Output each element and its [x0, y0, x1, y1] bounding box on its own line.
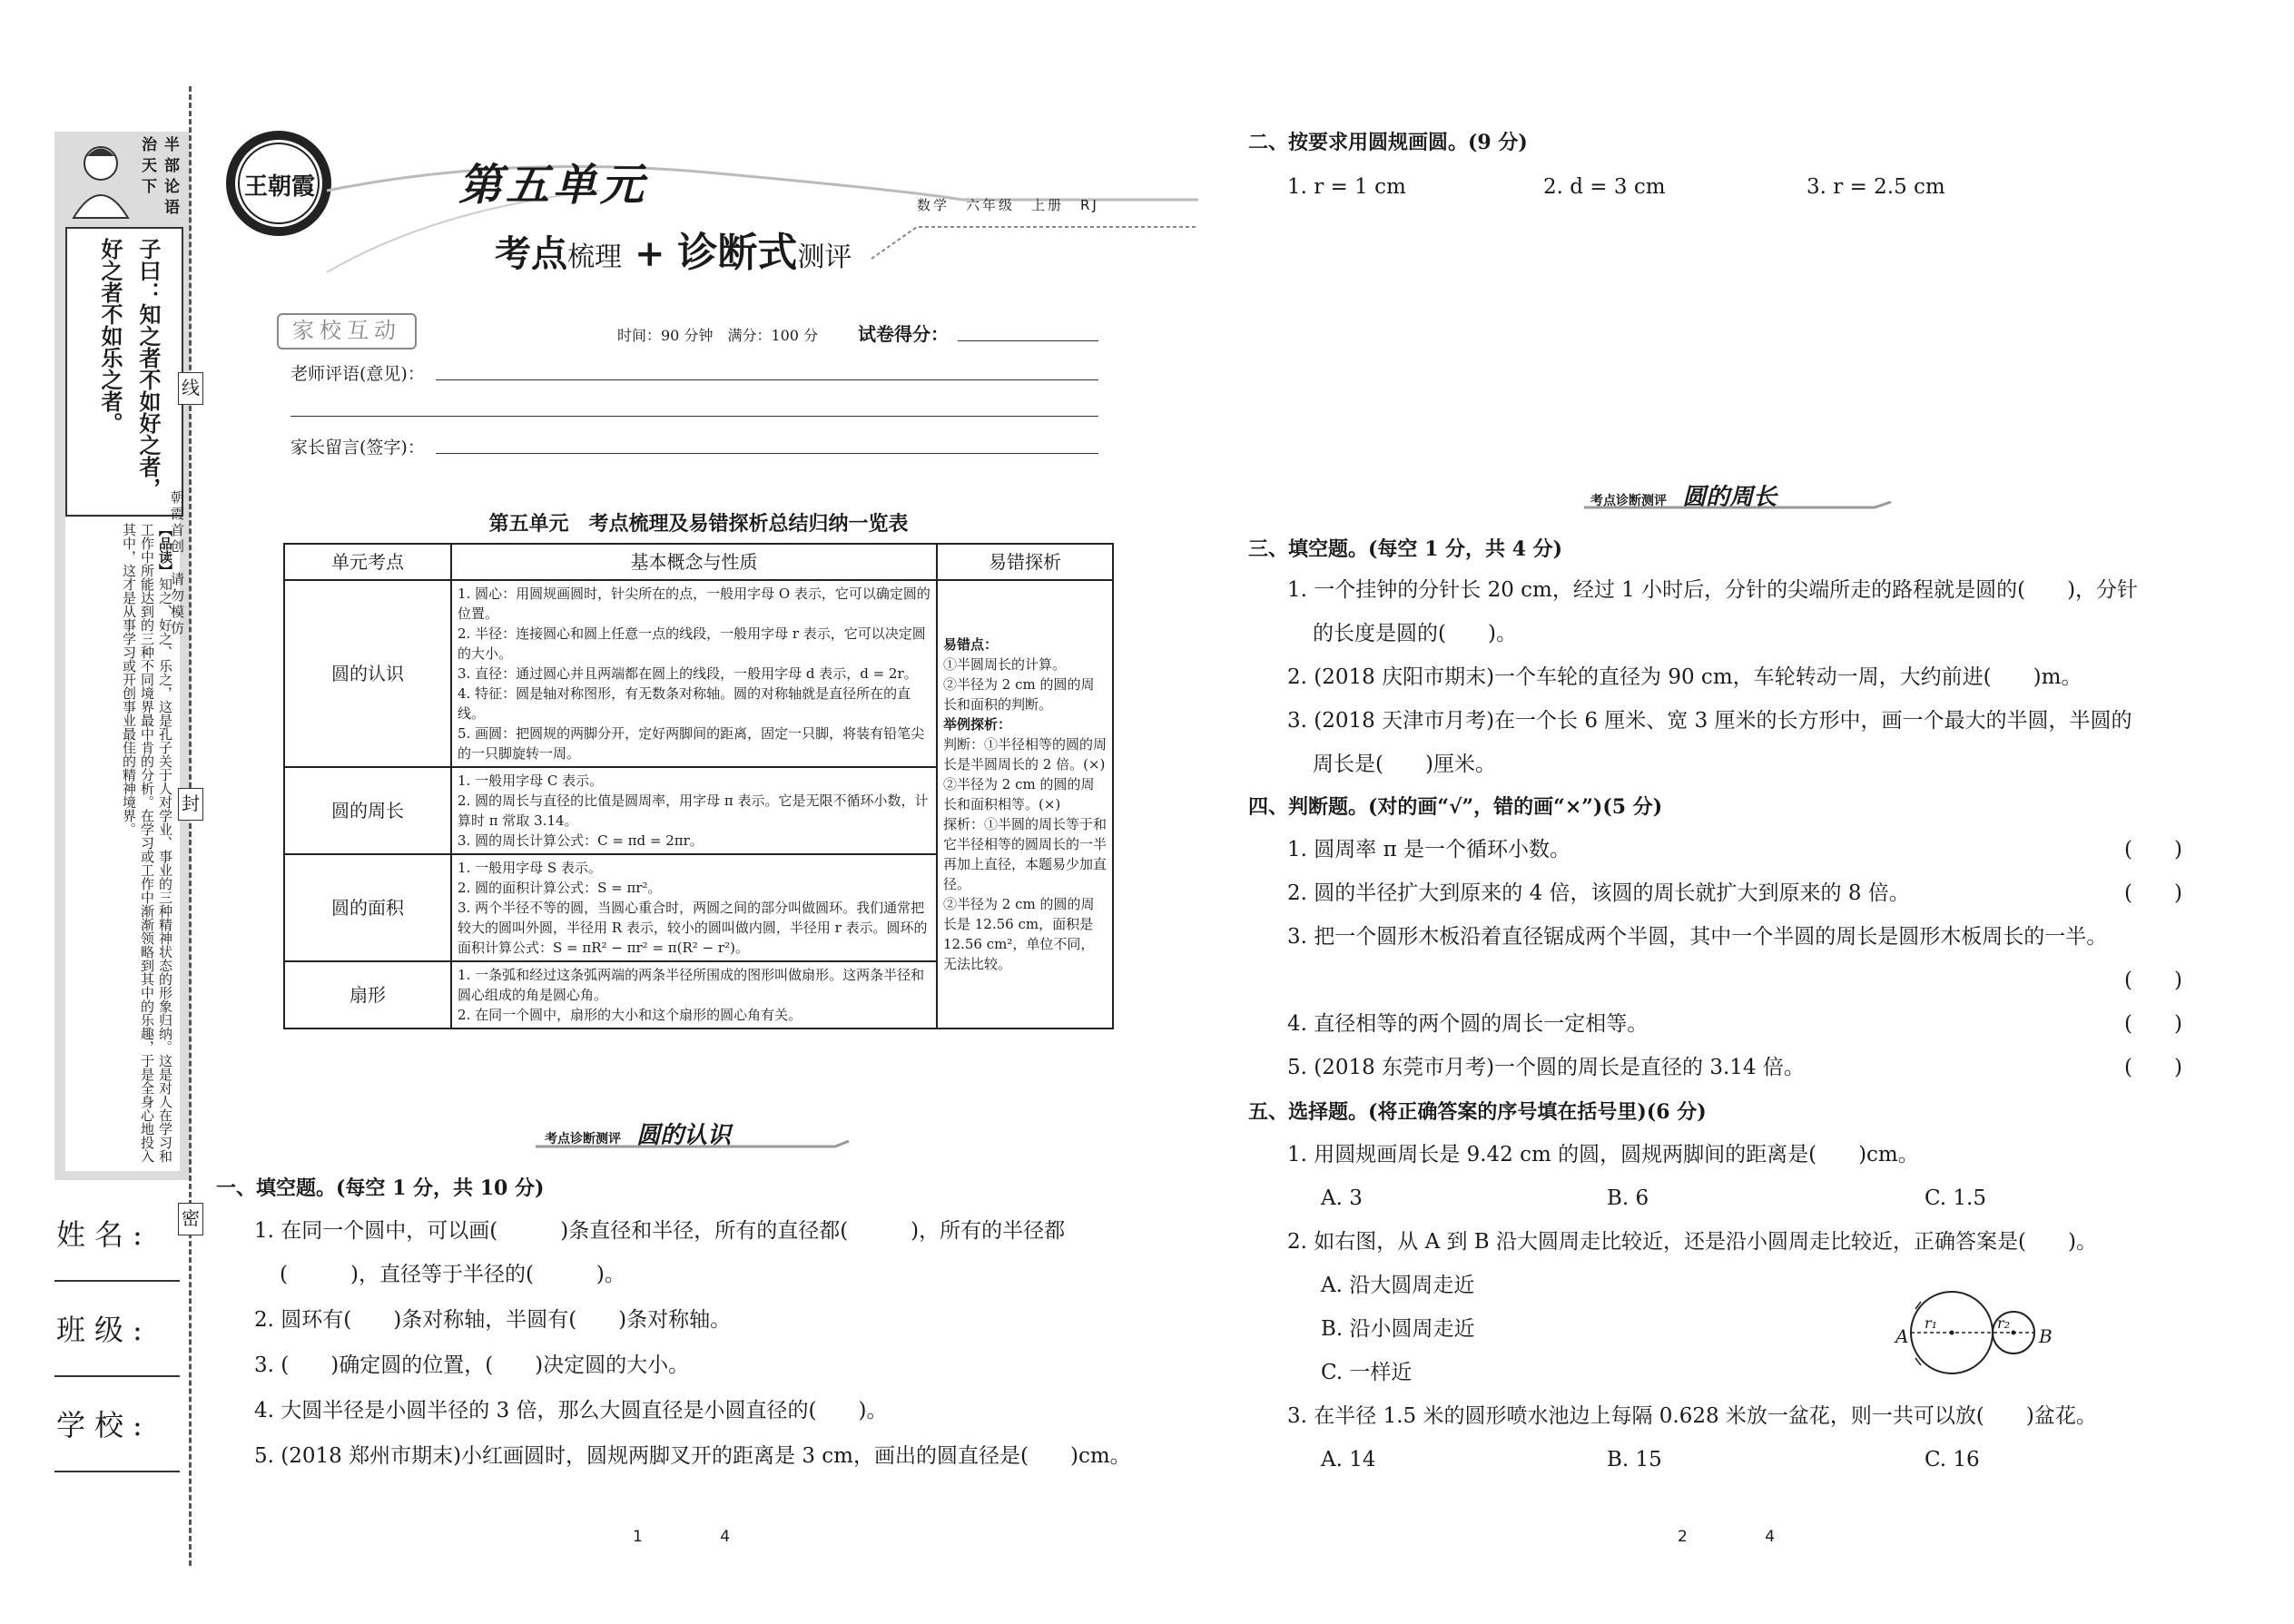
s5-q1-opt-a[interactable]: A. 3: [1321, 1186, 1363, 1210]
subtitle-d: 测评: [797, 241, 852, 273]
cut-mark-1: 线: [178, 372, 203, 405]
quote-line-1: 子曰：知之者不如好之者，: [135, 238, 161, 499]
s1-q4: 4. 大圆半径是小圆半径的 3 倍，那么大圆直径是小圆直径的( )。: [254, 1399, 888, 1422]
pitfall-line: ①半圆周长的计算。: [943, 656, 1067, 673]
s4-q2-bracket[interactable]: ( ): [2124, 881, 2182, 905]
quote-box: [65, 227, 183, 517]
content-line: 5. 画圆：把圆规的两脚分开，定好两脚间的距离，固定一只脚，将装有铅笔尖的一只脚旋转一周。: [458, 725, 925, 762]
s5-q3-opt-c[interactable]: C. 16: [1925, 1448, 1980, 1471]
summary-title: 第五单元 考点梳理及易错探析总结归纳一览表: [488, 512, 909, 536]
content-line: 1. 一般用字母 C 表示。: [458, 773, 604, 789]
s5-q2-opt-a[interactable]: A. 沿大圆周走近: [1321, 1274, 1475, 1297]
teacher-label: 老师评语(意见)：: [290, 364, 425, 384]
section-4-title: 四、判断题。(对的画“√”，错的画“×”)(5 分): [1248, 795, 1663, 819]
copyright-note: 朝霞首创 请勿模仿: [169, 490, 185, 637]
banner-1-arrow: [536, 1137, 853, 1156]
content-line: 3. 两个半径不等的圆，当圆心重合时，两圆之间的部分叫做圆环。我们通常把较大的圆叫外圆，半径用 R 表示，较小的圆叫做内圆，半径用 r 表示。圆环的面积计算公式：S = πR² − πr² = π(R² − r²)。: [458, 900, 928, 956]
topic-cell: 扇形: [284, 961, 451, 1029]
page-number-right: 2 4: [1678, 1528, 1812, 1546]
s2-item-2: 2. d = 3 cm: [1543, 175, 1666, 199]
parent-comment-line[interactable]: [436, 453, 1098, 454]
pitfall-line: 判断：①半径相等的圆的周长是半圆周长的 2 倍。(×): [943, 736, 1108, 773]
name-label: 姓名:: [56, 1217, 152, 1252]
s4-q5-bracket[interactable]: ( ): [2124, 1056, 2182, 1079]
topic-cell: 圆的认识: [284, 580, 451, 767]
content-cell: [451, 580, 937, 767]
class-label: 班级:: [56, 1313, 152, 1347]
pitfall-line: ②半径为 2 cm 的圆的周长和面积的判断。: [943, 676, 1095, 713]
banner-2-title: 圆的周长: [1682, 484, 1777, 511]
score-field[interactable]: [958, 340, 1098, 341]
s4-q5: 5. (2018 东莞市月考)一个圆的周长是直径的 3.14 倍。: [1287, 1056, 1805, 1079]
s4-q1-bracket[interactable]: ( ): [2124, 838, 2182, 861]
score-label: 试卷得分：: [858, 323, 949, 345]
parent-label: 家长留言(签字)：: [290, 438, 425, 458]
teacher-comment-line-2[interactable]: [290, 416, 1098, 417]
cut-line: [189, 86, 192, 1566]
s5-q2-opt-c[interactable]: C. 一样近: [1321, 1361, 1413, 1384]
family-school-label: 家校互动: [277, 313, 417, 349]
fig-label-r1: r₁: [1925, 1314, 1938, 1332]
topic-cell: 圆的周长: [284, 767, 451, 854]
school-line[interactable]: [54, 1471, 180, 1472]
section-1-title: 一、填空题。(每空 1 分，共 10 分): [216, 1176, 545, 1200]
s2-item-1: 1. r = 1 cm: [1287, 175, 1406, 199]
subject-tag: 数学 六年级 上册 RJ: [917, 197, 1099, 213]
pitfall-line: 易错点：: [943, 636, 999, 653]
school-label: 学校:: [56, 1408, 152, 1442]
s4-q1: 1. 圆周率 π 是一个循环小数。: [1287, 838, 1570, 861]
header-pitfalls: 易错探析: [937, 544, 1113, 580]
confucius-icon: [60, 136, 142, 222]
subtitle-a: 考点: [495, 232, 567, 275]
page-number-left: 1 4: [633, 1528, 767, 1546]
content-line: 2. 半径：连接圆心和圆上任意一点的线段，一般用字母 r 表示，它可以决定圆的大小。: [458, 625, 926, 662]
s4-q4-bracket[interactable]: ( ): [2124, 1012, 2182, 1036]
logo-text: 王朝霞: [243, 173, 315, 201]
s4-q2: 2. 圆的半径扩大到原来的 4 倍，该圆的周长就扩大到原来的 8 倍。: [1287, 881, 1910, 905]
subtitle: [495, 220, 852, 278]
s3-q3a: 3. (2018 天津市月考)在一个长 6 厘米、宽 3 厘米的长方形中，画一个最大的半圆，半圆的: [1287, 709, 2132, 733]
pitfall-line: ②半径为 2 cm 的圆的周长是 12.56 cm，面积是 12.56 cm²，单位不同，无法比较。: [943, 896, 1095, 972]
s5-q1-opt-b[interactable]: B. 6: [1607, 1186, 1649, 1210]
pitfalls-cell: [937, 580, 1113, 1029]
unit-title: 第五单元: [458, 160, 648, 211]
s1-q2: 2. 圆环有( )条对称轴，半圆有( )条对称轴。: [254, 1308, 732, 1332]
cut-mark-3: 密: [178, 1203, 203, 1235]
motto-vertical: 半部论语治天下: [138, 136, 179, 220]
teacher-comment-line-1[interactable]: [436, 379, 1098, 380]
class-line[interactable]: [54, 1375, 180, 1377]
s4-q3-bracket[interactable]: ( ): [2124, 969, 2182, 992]
content-line: 3. 直径：通过圆心并且两端都在圆上的线段，一般用字母 d 表示，d = 2r。: [458, 665, 918, 682]
fig-label-r2: r₂: [1997, 1314, 2011, 1332]
table-header-row: [284, 544, 1113, 580]
banner-1-title: 圆的认识: [636, 1122, 732, 1149]
subtitle-b: 梳理: [567, 241, 622, 273]
content-cell: [451, 767, 937, 854]
subtitle-plus: +: [634, 232, 665, 275]
content-cell: [451, 961, 937, 1029]
content-line: 1. 一般用字母 S 表示。: [458, 860, 602, 876]
content-line: 2. 圆的面积计算公式：S = πr²。: [458, 880, 662, 896]
table-row: [284, 580, 1113, 767]
fig-label-a: A: [1895, 1325, 1909, 1347]
content-line: 2. 圆的周长与直径的比值是圆周率，用字母 π 表示。它是无限不循环小数，计算时 π 常取 3.14。: [458, 792, 929, 829]
subtitle-c: 诊断式: [677, 230, 798, 276]
s1-q1a: 1. 在同一个圆中，可以画( )条直径和半径，所有的直径都( )，所有的半径都: [254, 1219, 1066, 1243]
quote-line-2: 好之者不如乐之者。: [97, 238, 123, 434]
reading-body: 知之、好之、乐之，这是孔子关于人对学业、事业的三种精神状态的形象归纳。这是对人在学习和工作中所能达到的三种不同境界最中肯的分析。在学习或工作中渐渐领略到其中的乐趣，于是全身心地投入其中，这才是从事学习或开创事业最佳的精神境界。: [121, 523, 173, 1163]
content-line: 1. 圆心：用圆规画圆时，针尖所在的点，一般用字母 O 表示，它可以确定圆的位置。: [458, 586, 930, 622]
s5-q2: 2. 如右图，从 A 到 B 沿大圆周走比较近，还是沿小圆周走比较近，正确答案是( )。: [1287, 1230, 2097, 1254]
section-2-title: 二、按要求用圆规画圆。(9 分): [1248, 131, 1528, 154]
s4-q3: 3. 把一个圆形木板沿着直径锯成两个半圆，其中一个半圆的周长是圆形木板周长的一半。: [1287, 925, 2108, 949]
s1-q1b: ( )，直径等于半径的( )。: [280, 1263, 625, 1286]
s3-q1a: 1. 一个挂钟的分针长 20 cm，经过 1 小时后，分针的尖端所走的路程就是圆的( )，分针: [1287, 578, 2139, 602]
reading-box: [65, 517, 180, 1171]
s4-q4: 4. 直径相等的两个圆的周长一定相等。: [1287, 1012, 1649, 1036]
header-topic: 单元考点: [284, 544, 451, 580]
cut-mark-2: 封: [178, 788, 203, 821]
s5-q3-opt-b[interactable]: B. 15: [1607, 1448, 1662, 1471]
fig-label-b: B: [2039, 1325, 2053, 1347]
s1-q3: 3. ( )确定圆的位置，( )决定圆的大小。: [254, 1353, 690, 1377]
s5-q3: 3. 在半径 1.5 米的圆形喷水池边上每隔 0.628 米放一盆花，则一共可以放( )盆花。: [1287, 1404, 2097, 1428]
s5-q1: 1. 用圆规画周长是 9.42 cm 的圆，圆规两脚间的距离是( )cm。: [1287, 1143, 1919, 1166]
content-cell: [451, 854, 937, 961]
circles-figure: [1888, 1280, 2043, 1380]
time-info: 时间：90 分钟 满分：100 分: [617, 327, 819, 344]
section-5-title: 五、选择题。(将正确答案的序号填在括号里)(6 分): [1248, 1100, 1707, 1124]
reading-text: [120, 523, 174, 1163]
topic-cell: 圆的面积: [284, 854, 451, 961]
banner-2-small: 考点诊断测评: [1590, 494, 1667, 508]
content-line: 1. 一条弧和经过这条弧两端的两条半径所围成的图形叫做扇形。这两条半径和圆心组成的角是圆心角。: [458, 967, 925, 1003]
pitfall-line: 举例探析：: [943, 716, 1012, 733]
s5-q3-opt-a[interactable]: A. 14: [1321, 1448, 1376, 1471]
reading-label: 【品读】: [157, 523, 173, 577]
s5-q1-opt-c[interactable]: C. 1.5: [1925, 1186, 1986, 1210]
content-line: 3. 圆的周长计算公式：C = πd = 2πr。: [458, 832, 704, 849]
s5-q2-opt-b[interactable]: B. 沿小圆周走近: [1321, 1317, 1475, 1341]
header-content: 基本概念与性质: [451, 544, 937, 580]
s1-q5: 5. (2018 郑州市期末)小红画圆时，圆规两脚叉开的距离是 3 cm，画出的圆直径是( )cm。: [254, 1444, 1131, 1468]
s3-q2: 2. (2018 庆阳市期末)一个车轮的直径为 90 cm，车轮转动一周，大约前进( )m。: [1287, 665, 2082, 689]
summary-table: [283, 543, 1114, 1029]
content-line: 2. 在同一个圆中，扇形的大小和这个扇形的圆心角有关。: [458, 1007, 802, 1023]
pitfall-line: ②半径为 2 cm 的圆的周长和面积相等。(×): [943, 776, 1095, 812]
banner-1-small: 考点诊断测评: [545, 1132, 621, 1147]
s3-q3b: 周长是( )厘米。: [1313, 753, 1496, 776]
content-line: 4. 特征：圆是轴对称图形，有无数条对称轴。圆的对称轴就是直径所在的直线。: [458, 685, 911, 722]
name-line[interactable]: [54, 1280, 180, 1282]
s2-item-3: 3. r = 2.5 cm: [1807, 175, 1945, 199]
pitfall-line: 探析：①半圆的周长等于和它半径相等的圆周长的一半再加上直径，本题易少加直径。: [943, 816, 1108, 892]
banner-2-arrow: [1584, 498, 1897, 517]
section-3-title: 三、填空题。(每空 1 分，共 4 分): [1248, 537, 1563, 561]
s3-q1b: 的长度是圆的( )。: [1313, 622, 1517, 645]
